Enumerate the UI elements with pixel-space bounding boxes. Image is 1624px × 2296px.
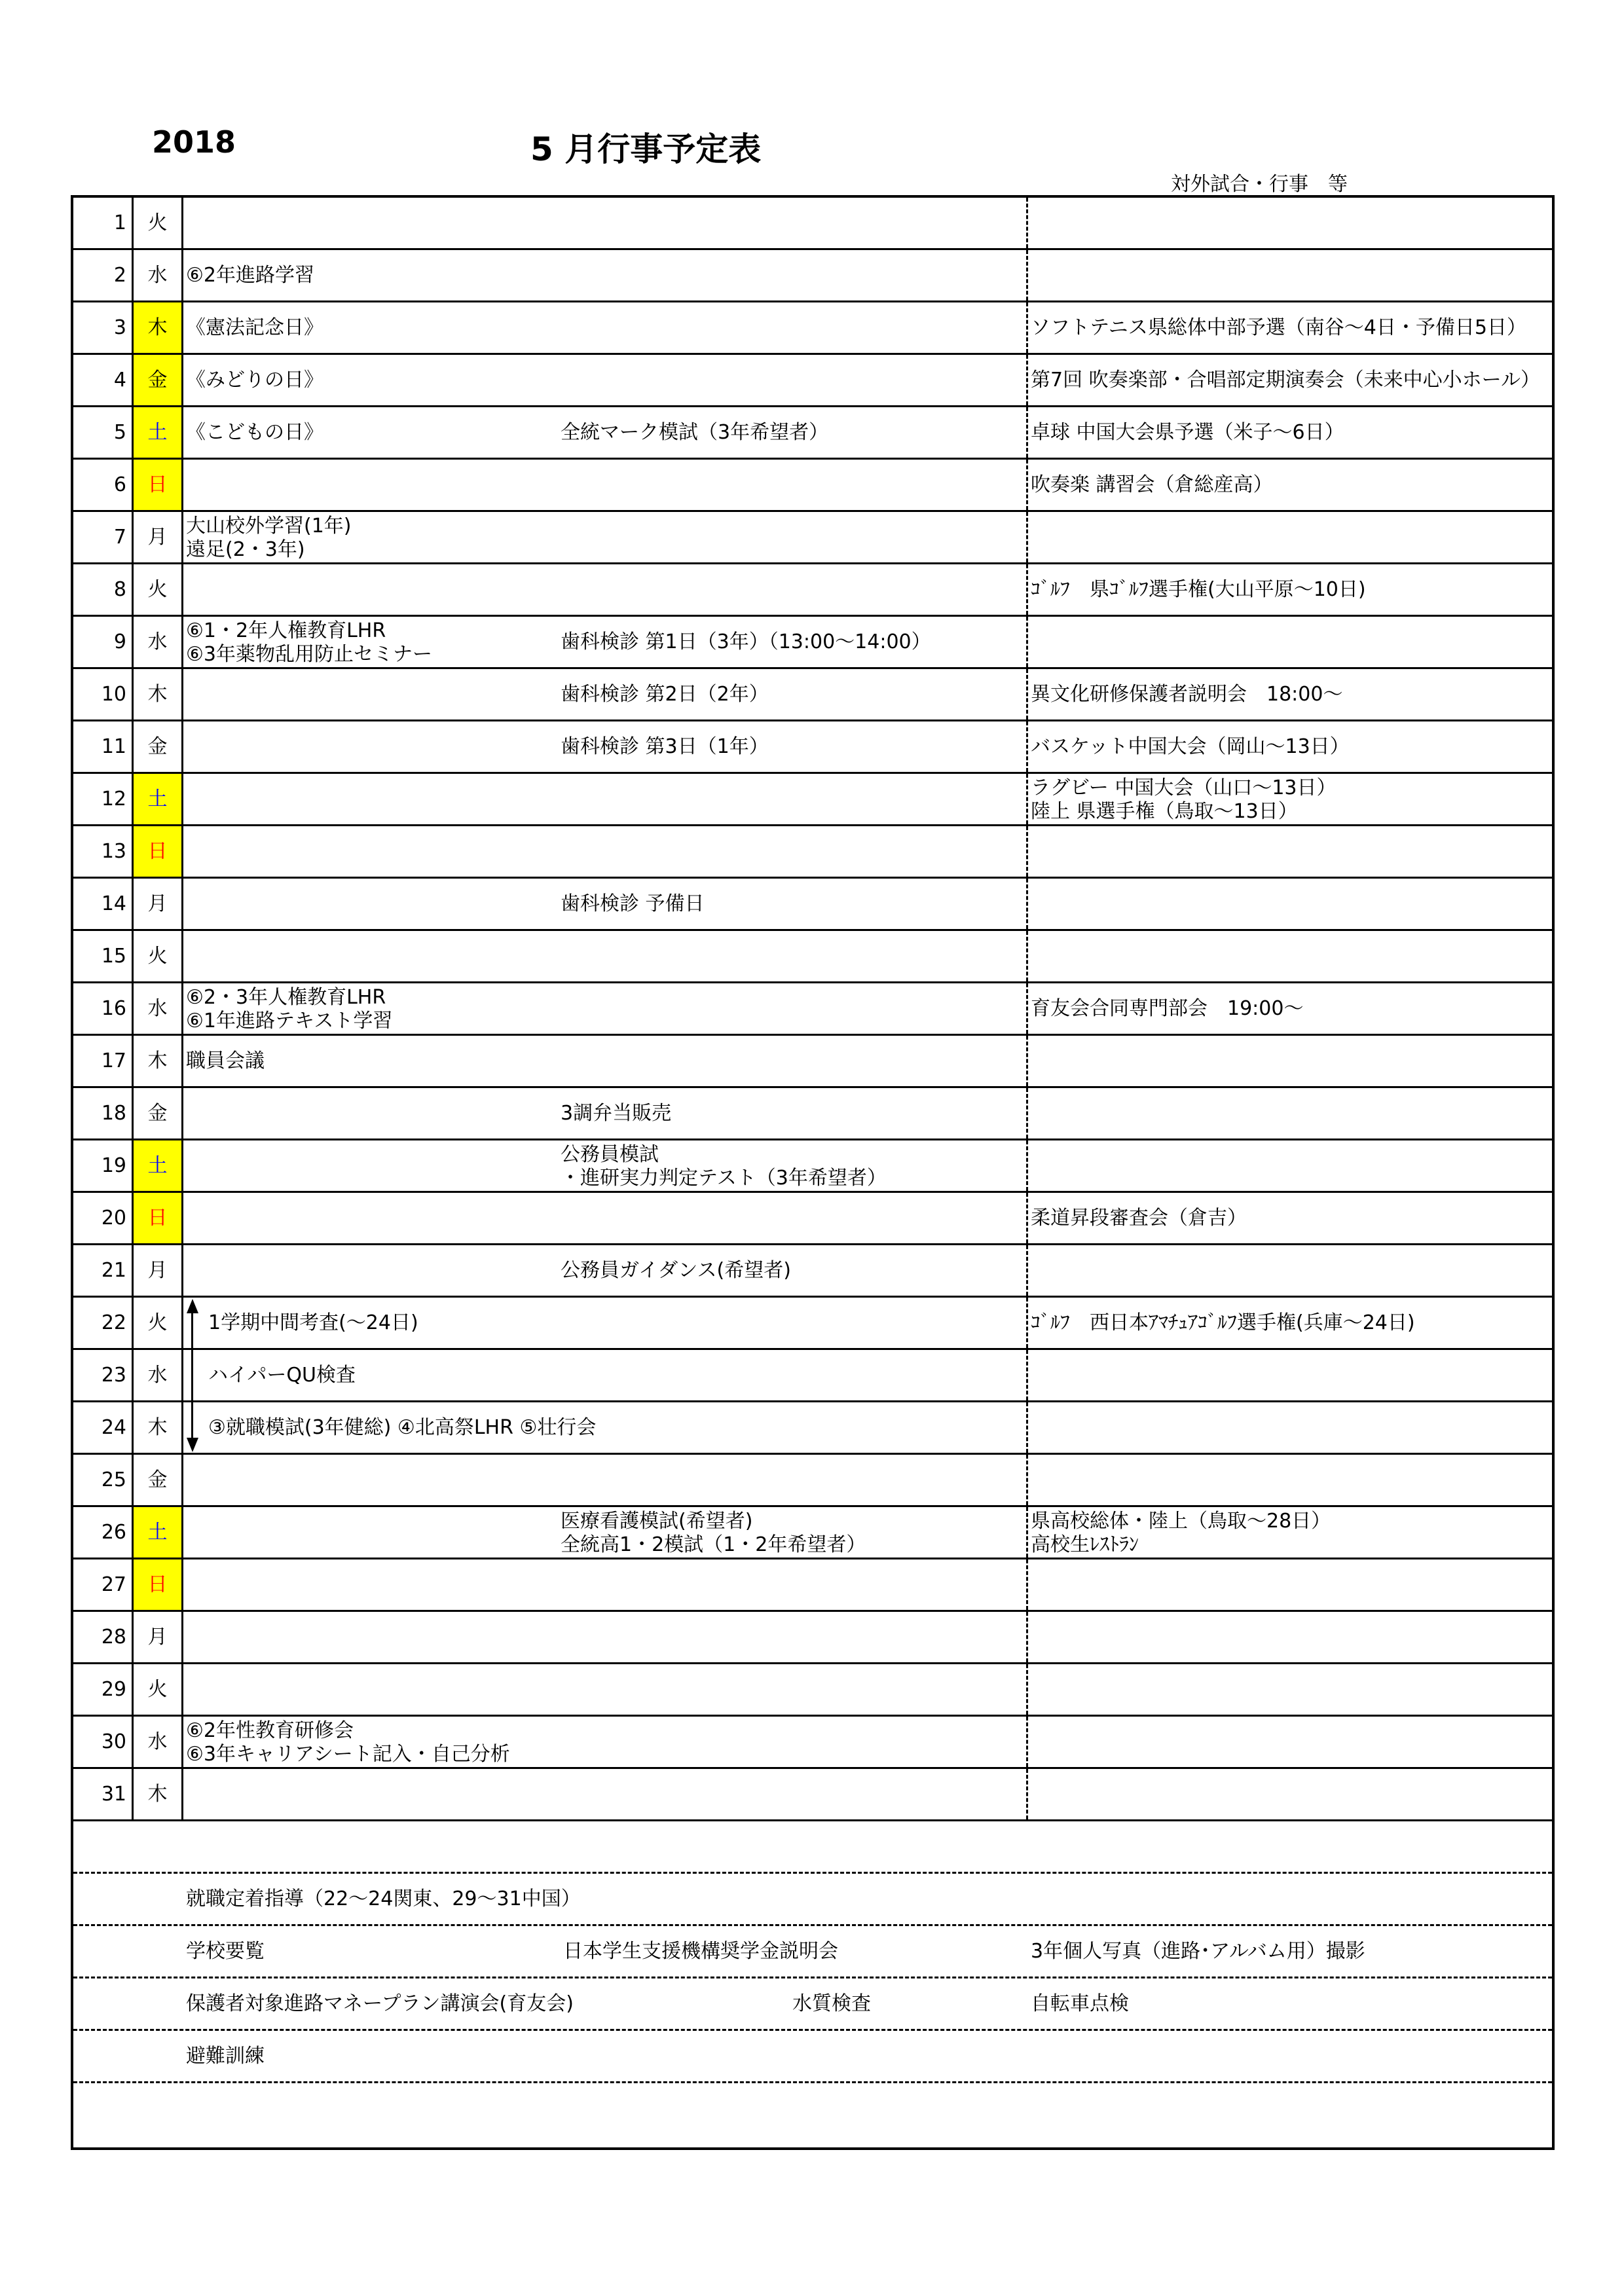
- school-events: [183, 669, 1028, 720]
- event-text: 公務員ガイダンス(希望者): [561, 1259, 791, 1282]
- external-events: [1028, 407, 1552, 458]
- event-text: 育友会合同専門部会 19:00～: [1031, 997, 1304, 1020]
- note-row: [73, 1874, 1552, 1926]
- event-text: バスケット中国大会（岡山～13日）: [1031, 735, 1350, 758]
- external-events-label: 対外試合・行事 等: [1171, 173, 1348, 196]
- event-text: 陸上 県選手権（鳥取～13日）: [1031, 800, 1298, 823]
- event-text: ｺﾞﾙﾌ 県ｺﾞﾙﾌ選手権(大山平原～10日): [1031, 578, 1366, 601]
- note-row: [73, 1978, 1552, 2031]
- day-number: 16: [73, 983, 134, 1034]
- table-row: [73, 1245, 1552, 1298]
- event-text: 職員会議: [186, 1049, 265, 1072]
- day-number: 9: [73, 617, 134, 667]
- external-events: [1028, 669, 1552, 720]
- school-events: [183, 1193, 1028, 1243]
- external-events: [1028, 826, 1552, 877]
- school-events: [183, 1664, 1028, 1715]
- school-events: [183, 1455, 1028, 1505]
- weekday: 土: [134, 1140, 183, 1191]
- table-row: [73, 774, 1552, 826]
- school-events: [183, 931, 1028, 981]
- note-row: [73, 1821, 1552, 1874]
- external-events: [1028, 355, 1552, 405]
- table-row: [73, 983, 1552, 1036]
- event-text: ｺﾞﾙﾌ 西日本ｱﾏﾁｭｱｺﾞﾙﾌ選手権(兵庫～24日): [1031, 1311, 1415, 1334]
- weekday: 水: [134, 1350, 183, 1400]
- note-text: 学校要覧: [186, 1940, 265, 1963]
- arrow-up-icon: [187, 1299, 198, 1313]
- table-row: [73, 1769, 1552, 1821]
- event-text: 3調弁当販売: [561, 1102, 672, 1125]
- external-events: [1028, 1140, 1552, 1191]
- day-number: 28: [73, 1612, 134, 1662]
- weekday: 水: [134, 617, 183, 667]
- school-events: [183, 1559, 1028, 1610]
- weekday: 木: [134, 1769, 183, 1819]
- day-number: 13: [73, 826, 134, 877]
- school-events: [183, 302, 1028, 353]
- external-events: [1028, 931, 1552, 981]
- external-events: [1028, 1193, 1552, 1243]
- weekday: 木: [134, 1402, 183, 1453]
- school-events: [183, 879, 1028, 929]
- day-number: 22: [73, 1298, 134, 1348]
- table-row: [73, 669, 1552, 721]
- school-events: [183, 1245, 1028, 1296]
- external-events: [1028, 250, 1552, 301]
- note-text: 保護者対象進路マネープラン講演会(育友会): [186, 1992, 574, 2015]
- external-events: [1028, 1402, 1552, 1453]
- day-number: 29: [73, 1664, 134, 1715]
- day-number: 12: [73, 774, 134, 824]
- event-text: 《みどりの日》: [186, 369, 323, 392]
- table-row: [73, 198, 1552, 250]
- page-title: 5 月行事予定表: [530, 130, 762, 168]
- note-text: 3年個人写真（進路･アルバム用）撮影: [1031, 1940, 1365, 1963]
- event-text: ⑥3年キャリアシート記入・自己分析: [186, 1743, 510, 1766]
- external-events: [1028, 721, 1552, 772]
- weekday: 日: [134, 1559, 183, 1610]
- event-text: ⑥2・3年人権教育LHR: [186, 986, 386, 1009]
- event-text: ⑥2年性教育研修会: [186, 1719, 354, 1742]
- arrow-down-icon: [187, 1438, 198, 1452]
- weekday: 金: [134, 1455, 183, 1505]
- day-number: 21: [73, 1245, 134, 1296]
- weekday: 土: [134, 774, 183, 824]
- day-number: 19: [73, 1140, 134, 1191]
- day-number: 5: [73, 407, 134, 458]
- weekday: 火: [134, 931, 183, 981]
- event-text: 柔道昇段審査会（倉吉）: [1031, 1207, 1247, 1230]
- day-number: 30: [73, 1717, 134, 1767]
- school-events: [183, 1298, 1028, 1348]
- table-row: [73, 931, 1552, 983]
- external-events: [1028, 564, 1552, 615]
- event-text: 《こどもの日》: [186, 421, 323, 444]
- external-events: [1028, 774, 1552, 824]
- day-number: 14: [73, 879, 134, 929]
- event-text: ③就職模試(3年健総) ④北高祭LHR ⑤壮行会: [208, 1416, 597, 1439]
- table-row: [73, 1140, 1552, 1193]
- school-events: [183, 250, 1028, 301]
- table-row: [73, 1507, 1552, 1559]
- day-number: 27: [73, 1559, 134, 1610]
- external-events: [1028, 1769, 1552, 1819]
- weekday: 火: [134, 1298, 183, 1348]
- external-events: [1028, 1612, 1552, 1662]
- table-row: [73, 1559, 1552, 1612]
- external-events: [1028, 1455, 1552, 1505]
- weekday: 土: [134, 1507, 183, 1558]
- weekday: 日: [134, 826, 183, 877]
- external-events: [1028, 198, 1552, 248]
- external-events: [1028, 1507, 1552, 1558]
- event-text: 吹奏楽 講習会（倉総産高）: [1031, 473, 1273, 496]
- external-events: [1028, 1559, 1552, 1610]
- school-events: [183, 1350, 1028, 1400]
- event-text: ⑥1・2年人権教育LHR: [186, 619, 386, 642]
- table-row: [73, 407, 1552, 460]
- school-events: [183, 1717, 1028, 1767]
- table-row: [73, 355, 1552, 407]
- school-events: [183, 1036, 1028, 1086]
- school-events: [183, 1769, 1028, 1819]
- external-events: [1028, 879, 1552, 929]
- day-number: 24: [73, 1402, 134, 1453]
- year: 2018: [152, 124, 236, 160]
- table-row: [73, 302, 1552, 355]
- weekday: 木: [134, 669, 183, 720]
- event-text: ⑥3年薬物乱用防止セミナー: [186, 643, 432, 666]
- weekday: 月: [134, 1245, 183, 1296]
- event-text: 全統高1・2模試（1・2年希望者）: [561, 1533, 866, 1556]
- table-row: [73, 250, 1552, 302]
- note-row: [73, 2083, 1552, 2136]
- weekday: 日: [134, 1193, 183, 1243]
- day-number: 1: [73, 198, 134, 248]
- external-events: [1028, 512, 1552, 562]
- weekday: 水: [134, 1717, 183, 1767]
- weekday: 火: [134, 564, 183, 615]
- table-row: [73, 512, 1552, 564]
- day-number: 7: [73, 512, 134, 562]
- event-text: ラグビー 中国大会（山口～13日）: [1031, 776, 1337, 799]
- external-events: [1028, 1036, 1552, 1086]
- school-events: [183, 512, 1028, 562]
- table-row: [73, 1088, 1552, 1140]
- day-number: 8: [73, 564, 134, 615]
- school-events: [183, 407, 1028, 458]
- school-events: [183, 1088, 1028, 1139]
- school-events: [183, 355, 1028, 405]
- table-row: [73, 564, 1552, 617]
- weekday: 火: [134, 198, 183, 248]
- event-text: 異文化研修保護者説明会 18:00～: [1031, 683, 1343, 706]
- external-events: [1028, 1245, 1552, 1296]
- note-row: [73, 1926, 1552, 1978]
- external-events: [1028, 1664, 1552, 1715]
- table-row: [73, 1350, 1552, 1402]
- event-text: ハイパーQU検査: [208, 1364, 356, 1387]
- table-row: [73, 1298, 1552, 1350]
- period-arrow-line: [191, 1305, 193, 1447]
- school-events: [183, 1507, 1028, 1558]
- external-events: [1028, 1088, 1552, 1139]
- day-number: 20: [73, 1193, 134, 1243]
- table-row: [73, 826, 1552, 879]
- event-text: 歯科検診 予備日: [561, 892, 705, 915]
- day-number: 31: [73, 1769, 134, 1819]
- school-events: [183, 774, 1028, 824]
- day-number: 26: [73, 1507, 134, 1558]
- note-text: 就職定着指導（22～24関東、29～31中国）: [186, 1887, 581, 1910]
- event-text: 歯科検診 第1日（3年）（13:00～14:00）: [561, 630, 931, 653]
- event-text: 公務員模試: [561, 1143, 659, 1166]
- note-text: 避難訓練: [186, 2045, 265, 2068]
- event-text: ・進研実力判定テスト（3年希望者）: [561, 1167, 887, 1190]
- table-row: [73, 617, 1552, 669]
- table-row: [73, 1455, 1552, 1507]
- event-text: 卓球 中国大会県予選（米子～6日）: [1031, 421, 1344, 444]
- school-events: [183, 617, 1028, 667]
- school-events: [183, 198, 1028, 248]
- table-row: [73, 721, 1552, 774]
- event-text: ⑥2年進路学習: [186, 264, 314, 287]
- event-text: 1学期中間考査(～24日): [208, 1311, 418, 1334]
- weekday: 土: [134, 407, 183, 458]
- day-number: 6: [73, 460, 134, 510]
- school-events: [183, 721, 1028, 772]
- note-row: [73, 2031, 1552, 2083]
- day-number: 2: [73, 250, 134, 301]
- school-events: [183, 460, 1028, 510]
- note-text: 日本学生支援機構奨学金説明会: [563, 1940, 838, 1963]
- external-events: [1028, 983, 1552, 1034]
- weekday: 水: [134, 250, 183, 301]
- day-number: 15: [73, 931, 134, 981]
- school-events: [183, 1612, 1028, 1662]
- event-text: 第7回 吹奏楽部・合唱部定期演奏会（未来中心小ホール）: [1031, 369, 1541, 392]
- event-text: 大山校外学習(1年): [186, 515, 352, 538]
- day-number: 3: [73, 302, 134, 353]
- event-text: 全統マーク模試（3年希望者）: [561, 421, 829, 444]
- weekday: 月: [134, 1612, 183, 1662]
- table-row: [73, 879, 1552, 931]
- day-number: 18: [73, 1088, 134, 1139]
- event-text: 遠足(2・3年): [186, 538, 305, 561]
- school-events: [183, 564, 1028, 615]
- day-number: 17: [73, 1036, 134, 1086]
- event-text: 県高校総体・陸上（鳥取～28日）: [1031, 1510, 1331, 1533]
- weekday: 金: [134, 355, 183, 405]
- day-number: 25: [73, 1455, 134, 1505]
- table-row: [73, 1664, 1552, 1717]
- day-number: 23: [73, 1350, 134, 1400]
- external-events: [1028, 302, 1552, 353]
- day-number: 10: [73, 669, 134, 720]
- table-row: [73, 460, 1552, 512]
- note-text: 自転車点検: [1031, 1992, 1129, 2015]
- event-text: 歯科検診 第3日（1年）: [561, 735, 769, 758]
- table-row: [73, 1193, 1552, 1245]
- table-row: [73, 1036, 1552, 1088]
- school-events: [183, 1402, 1028, 1453]
- weekday: 金: [134, 1088, 183, 1139]
- external-events: [1028, 1717, 1552, 1767]
- table-row: [73, 1717, 1552, 1769]
- event-text: 医療看護模試(希望者): [561, 1510, 753, 1533]
- weekday: 月: [134, 879, 183, 929]
- day-number: 4: [73, 355, 134, 405]
- event-text: ⑥1年進路テキスト学習: [186, 1010, 393, 1032]
- schedule-table: [71, 195, 1555, 2150]
- weekday: 木: [134, 1036, 183, 1086]
- weekday: 月: [134, 512, 183, 562]
- note-text: 水質検査: [792, 1992, 871, 2015]
- weekday: 木: [134, 302, 183, 353]
- external-events: [1028, 617, 1552, 667]
- table-row: [73, 1612, 1552, 1664]
- school-events: [183, 826, 1028, 877]
- school-events: [183, 1140, 1028, 1191]
- event-text: 《憲法記念日》: [186, 316, 323, 339]
- day-number: 11: [73, 721, 134, 772]
- weekday: 水: [134, 983, 183, 1034]
- external-events: [1028, 1298, 1552, 1348]
- event-text: 歯科検診 第2日（2年）: [561, 683, 769, 706]
- table-row: [73, 1402, 1552, 1455]
- event-text: ソフトテニス県総体中部予選（南谷～4日・予備日5日）: [1031, 316, 1526, 339]
- external-events: [1028, 1350, 1552, 1400]
- weekday: 火: [134, 1664, 183, 1715]
- school-events: [183, 983, 1028, 1034]
- event-text: 高校生ﾚｽﾄﾗﾝ: [1031, 1533, 1139, 1556]
- weekday: 金: [134, 721, 183, 772]
- weekday: 日: [134, 460, 183, 510]
- external-events: [1028, 460, 1552, 510]
